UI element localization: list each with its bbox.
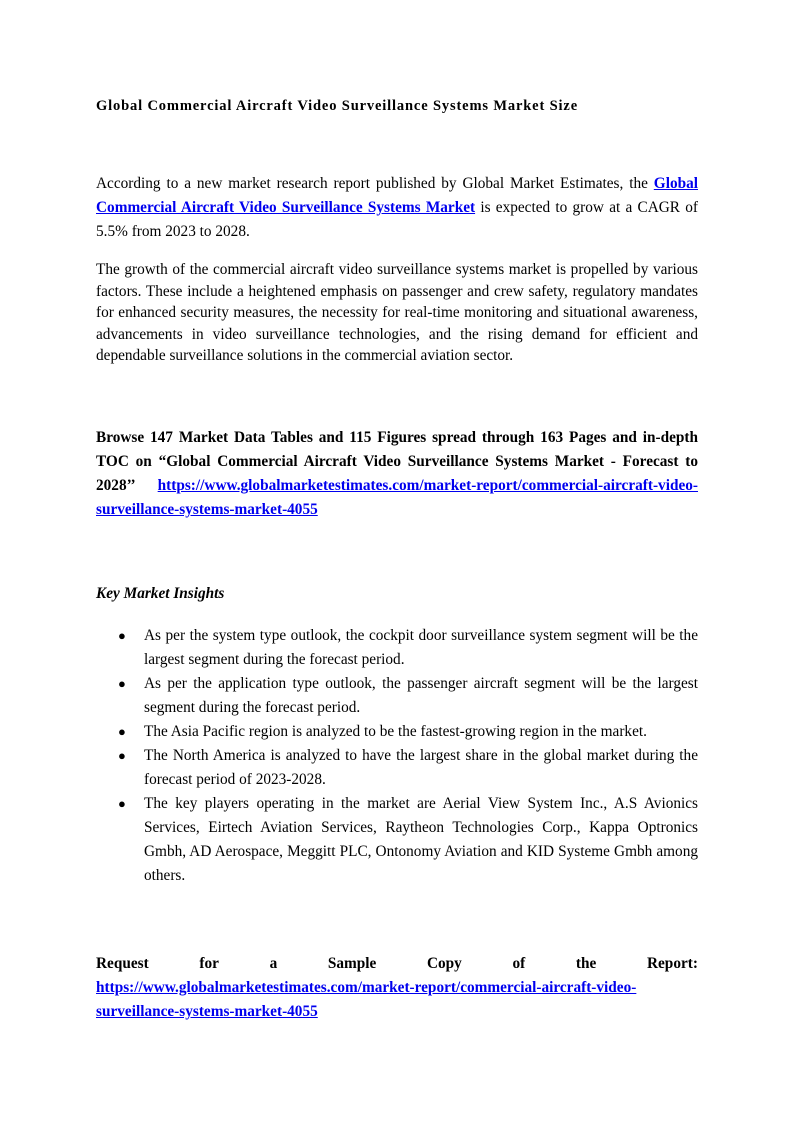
- list-item: [96, 672, 698, 720]
- market-report-link[interactable]: Global Commercial Aircraft Video Surveillance Systems Market: [96, 175, 698, 216]
- browse-paragraph: [96, 426, 698, 522]
- list-item-text: The North America is analyzed to have the largest share in the global market during the forecast period of 2023-2028.: [144, 747, 698, 788]
- request-word: for: [199, 955, 219, 972]
- list-item: [96, 744, 698, 792]
- sample-request-link[interactable]: https://www.globalmarketestimates.com/market-report/commercial-aircraft-video-surveillance-systems-market-4055: [96, 979, 637, 1020]
- browse-report-link[interactable]: https://www.globalmarketestimates.com/market-report/commercial-aircraft-video-surveillance-systems-market-4055: [96, 477, 698, 518]
- request-word: Request: [96, 955, 149, 972]
- list-item-text: The Asia Pacific region is analyzed to be the fastest-growing region in the market.: [144, 723, 647, 740]
- intro-paragraph: [96, 172, 698, 244]
- list-item-text: As per the system type outlook, the cockpit door surveillance system segment will be the largest segment during the forecast period.: [144, 627, 698, 668]
- list-item-text: The key players operating in the market are Aerial View System Inc., A.S Avionics Services, Eirtech Aviation Services, Raytheon Technologies Corp., Kappa Optronics Gmbh, AD Aerospace, Meggitt PLC, Ontonomy Aviation and KID Systeme Gmbh among others.: [144, 795, 698, 884]
- request-word: of: [512, 955, 526, 972]
- list-item: [96, 720, 698, 744]
- request-word: Copy: [426, 955, 462, 972]
- intro-text-after: is expected to grow at a CAGR of 5.5% from 2023 to 2028.: [96, 199, 698, 240]
- bullet-icon: ●: [118, 676, 126, 691]
- browse-text: Browse 147 Market Data Tables and 115 Figures spread through 163 Pages and in-depth TOC on “Global Commercial Aircraft Video Surveillance Systems Market - Forecast to 2028’’: [96, 429, 698, 494]
- request-word: the: [575, 955, 597, 972]
- list-item: [96, 792, 698, 888]
- list-item-text: As per the application type outlook, the passenger aircraft segment will be the largest segment during the forecast period.: [144, 675, 698, 716]
- request-link-paragraph: [96, 976, 698, 1024]
- key-insights-heading: Key Market Insights: [96, 585, 225, 602]
- key-insights-list: [96, 624, 698, 888]
- request-sample-heading: [96, 952, 698, 976]
- bullet-icon: ●: [118, 628, 126, 643]
- bullet-icon: ●: [118, 796, 126, 811]
- page-title: Global Commercial Aircraft Video Surveillance Systems Market Size: [96, 98, 578, 114]
- request-word: Report:: [646, 955, 698, 972]
- bullet-icon: ●: [118, 724, 126, 739]
- intro-text-before: According to a new market research report published by Global Market Estimates, the: [96, 175, 654, 192]
- list-item: [96, 624, 698, 672]
- bullet-icon: ●: [118, 748, 126, 763]
- request-word: a: [269, 955, 278, 972]
- request-word: Sample: [327, 955, 377, 972]
- growth-paragraph: The growth of the commercial aircraft video surveillance systems market is propelled by various factors. These include a heightened emphasis on passenger and crew safety, regulatory mandates for enhanced security measures, the necessity for real-time monitoring and situational awareness, advancements in video surveillance technologies, and the rising demand for efficient and dependable surveillance solutions in the commercial aviation sector.: [96, 261, 698, 365]
